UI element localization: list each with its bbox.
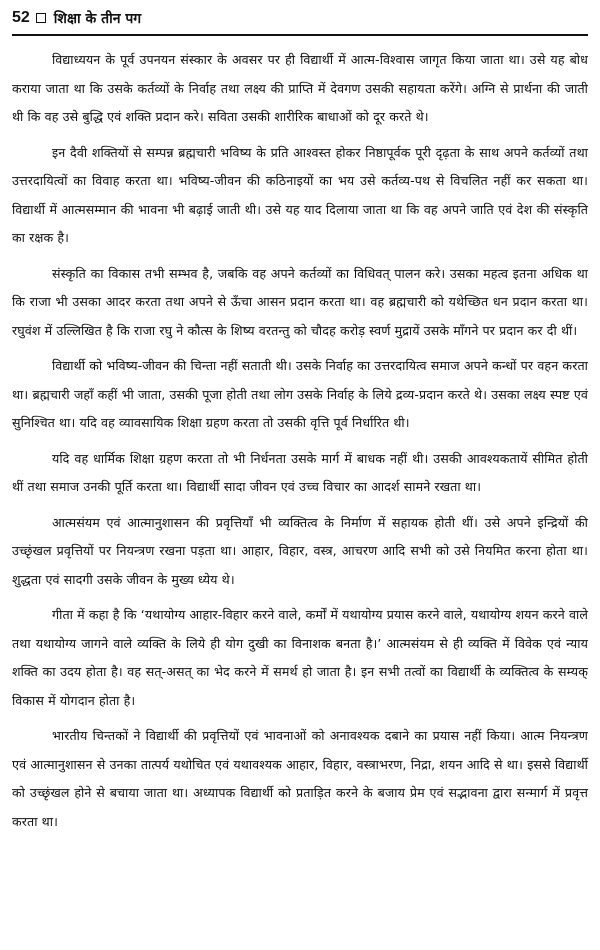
paragraph: इन दैवी शक्तियों से सम्पन्न ब्रह्मचारी भविष्य के प्रति आश्वस्त होकर निष्ठापूर्वक पूरी दृढ़ता के साथ अपने कर्तव्यों तथा उत्तरदायित्वों का विवाह करता था। भविष्य-जीवन की कठिनाइयों का भय उसे कर्तव्य-पथ से विचलित नहीं कर सकता था। विद्यार्थी में आत्मसम्मान की भावना भी बढ़ाई जाती थी। उसे यह याद दिलाया जाता था कि वह अपने जाति एवं देश की संस्कृति का रक्षक है। [12, 144, 588, 245]
paragraph: गीता में कहा है कि ‘यथायोग्य आहार-विहार करने वाले, कर्मों में यथायोग्य प्रयास करने वाले, यथायोग्य शयन करने वाले तथा यथायोग्य जागने वाले व्यक्ति के लिये ही योग दुखी का विनाशक बनता है।’ आत्मसंयम से ही व्यक्ति में विवेक एवं न्याय शक्ति का उदय होता है। वह सत्-असत् का भेद करने में समर्थ हो जाता है। इन सभी तत्वों का विद्यार्थी के व्यक्तित्व के सम्यक् विकास में योगदान होता है। [12, 607, 588, 708]
page-number: 52 [12, 9, 30, 26]
running-title: शिक्षा के तीन पग [53, 10, 142, 27]
paragraph: विद्यार्थी को भविष्य-जीवन की चिन्ता नहीं सताती थी। उसके निर्वाह का उत्तरदायित्व समाज अपने कन्धों पर वहन करता था। ब्रह्मचारी जहाँ कहीं भी जाता, उसकी पूजा होती तथा लोग उसके निर्वाह के लिये द्रव्य-प्रदान करते थे। उसका लक्ष्य स्पष्ट एवं सुनिश्चित था। यदि वह व्यावसायिक शिक्षा ग्रहण करता तो उसकी वृत्ति पूर्व निर्धारित थी। [12, 358, 588, 430]
paragraph: संस्कृति का विकास तभी सम्भव है, जबकि वह अपने कर्तव्यों का विधिवत् पालन करे। उसका महत्व इतना अधिक था कि राजा भी उसका आदर करता तथा अपने से ऊँचा आसन प्रदान करता था। वह ब्रह्मचारी को यथेच्छित धन प्रदान करता था। रघुवंश में उल्लिखित है कि राजा रघु ने कौत्स के शिष्य वरतन्तु को चौदह करोड़ स्वर्ण मुद्रायें उसके माँगने पर प्रदान कर दी थीं। [12, 265, 588, 338]
paragraph: यदि वह धार्मिक शिक्षा ग्रहण करता तो भी निर्धनता उसके मार्ग में बाधक नहीं थी। उसकी आवश्यकतायें सीमित होती थीं तथा समाज उनकी पूर्ति करता था। विद्यार्थी सादा जीवन एवं उच्च विचार का आदर्श सामने रखता था। [12, 450, 588, 494]
body-text [12, 46, 588, 836]
paragraph: विद्याध्ययन के पूर्व उपनयन संस्कार के अवसर पर ही विद्यार्थी में आत्म-विश्वास जागृत किया जाता था। उसे यह बोध कराया जाता था कि उसके कर्तव्यों के निर्वाह तथा लक्ष्य की प्राप्ति में देवगण उसकी सहायता करेंगे। अग्नि से प्रार्थना की जाती थी कि वह उसे बुद्धि एवं शक्ति प्रदान करे। सविता उसकी शारीरिक बाधाओं को दूर करते थे। [12, 52, 588, 124]
paragraph: भारतीय चिन्तकों ने विद्यार्थी की प्रवृत्तियों एवं भावनाओं को अनावश्यक दबाने का प्रयास नहीं किया। आत्म नियन्त्रण एवं आत्मानुशासन से उनका तात्पर्य यथोचित एवं यथावश्यक आहार, विहार, वस्त्राभरण, निद्रा, शयन आदि से था। इससे विद्यार्थी को उच्छृंखल होने से बचाया जाता था। अध्यापक विद्यार्थी को प्रताड़ित करने के बजाय प्रेम एवं सद्भावना द्वारा सन्मार्ग में प्रवृत्त करता था। [12, 728, 588, 829]
paragraph: आत्मसंयम एवं आत्मानुशासन की प्रवृत्तियाँ भी व्यक्तित्व के निर्माण में सहायक होती थीं। उसे अपने इन्द्रियों की उच्छृंखल प्रवृत्तियों पर नियन्त्रण रखना पड़ता था। आहार, विहार, वस्त्र, आचरण आदि सभी को उसे नियमित करना होता था। शुद्धता एवं सादगी उसके जीवन के मुख्य ध्येय थे। [12, 514, 588, 587]
page-header [12, 6, 588, 36]
square-bullet-icon [36, 13, 46, 23]
